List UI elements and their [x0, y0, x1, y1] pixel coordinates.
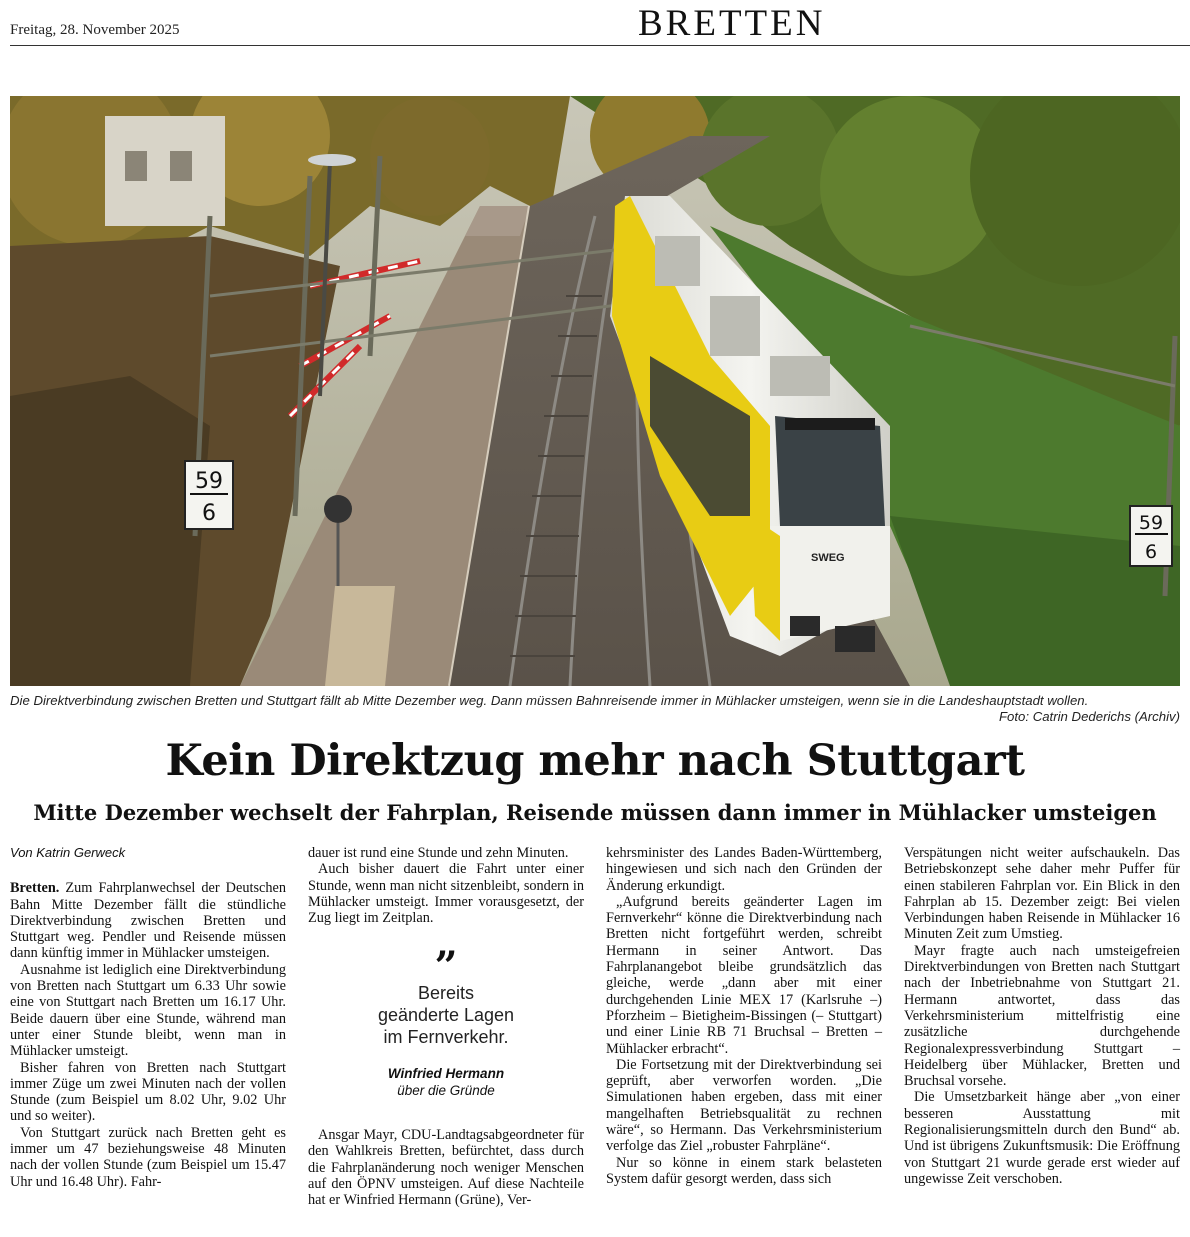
lead-paragraph-text: Zum Fahrplanwechsel der Deutschen Bahn Mitte Dezember fällt die stündliche Direktverbindung zwischen Bretten und Stuttgart weg. Pendler und Reisende müssen dann künftig immer in Mühlacker umsteigen. — [10, 880, 286, 962]
article-column-3 — [606, 845, 882, 1187]
quote-line: geänderte Lagen — [377, 1005, 515, 1026]
sign-right-top-text: 59 — [1138, 512, 1164, 534]
article-column-2 — [308, 845, 584, 1209]
sign-right-bottom-text: 6 — [1144, 541, 1158, 563]
pull-quote — [308, 943, 584, 1099]
article-photo — [10, 96, 1180, 686]
quote-mark-icon: ” — [434, 943, 458, 991]
quote-text — [308, 982, 584, 1048]
dateline: Bretten. — [10, 880, 60, 897]
sign-left-top-text: 59 — [195, 469, 223, 494]
paragraph: Auch bisher dauert die Fahrt unter einer Stunde, wenn man nicht sitzenbleibt, sondern in Mühlacker umsteigt. Immer vorausgesetzt, der Zug liegt im Zeitplan. — [308, 861, 584, 927]
paragraph: Nur so könne in einem stark belasteten System dafür gesorgt werden, dass sich — [606, 1154, 882, 1187]
lead-paragraph — [10, 880, 286, 961]
paragraph: Ausnahme ist lediglich eine Direktverbindung von Bretten nach Stuttgart um 6.33 Uhr sowie eine von Stuttgart nach Bretten um 16.17 Uhr. Beide dauern über eine Stunde, während man unter einer Stunde bleibt, wenn man in Mühlacker umsteigt. — [10, 961, 286, 1060]
quote-line: im Fernverkehr. — [383, 1027, 509, 1048]
train-photo-illustration — [10, 96, 1180, 686]
paragraph: Die Fortsetzung mit der Direktverbindung sei geprüft, aber verworfen worden. „Die Simulationen haben ergeben, dass mit einer mangelhaften Betriebsqualität zu rechnen wäre“, so Hermann. Das Verkehrsministerium verfolge das Ziel „robuster Fahrpläne“. — [606, 1056, 882, 1155]
paragraph: „Aufgrund bereits geänderter Lagen im Fernverkehr“ könne die Direktverbindung nach Bretten nicht fortgeführt werden, schreibt Hermann in seiner Antwort. Das Fahrplanangebot bleibe grundsätzlich das gleiche, werde „dann aber mit einer durchgehenden Linie MEX 17 (Karlsruhe –) Pforzheim – Bietigheim-Bissingen (– Stuttgart) und einer Linie RB 71 Bruchsal – Bretten – Mühlacker erbracht“. — [606, 893, 882, 1057]
quote-author-role: über die Gründe — [397, 1082, 495, 1098]
article-subheadline: Mitte Dezember wechselt der Fahrplan, Reisende müssen dann immer in Mühlacker umsteigen — [33, 800, 1157, 825]
photo-caption: Die Direktverbindung zwischen Bretten und Stuttgart fällt ab Mitte Dezember weg. Dann müssen Bahnreisende immer in Mühlacker umsteigen, wenn sie in die Landeshauptstadt wollen. — [10, 693, 1089, 708]
quote-line: Bereits — [417, 983, 475, 1004]
byline: Von Katrin Gerweck — [10, 845, 126, 860]
paragraph: Von Stuttgart zurück nach Bretten geht es immer um 47 beziehungsweise 48 Minuten nach der vollen Stunde (zum Beispiel um 15.47 Uhr und 16.48 Uhr). Fahr- — [10, 1124, 286, 1190]
train-brand-label: SWEG — [811, 552, 845, 564]
paragraph: Die Umsetzbarkeit hänge aber „von einer besseren Ausstattung mit Regionalisierungsmitteln durch den Bund“ ab. Und ist übrigens Zukunftsmusik: Die Eröffnung von Stuttgart 21 wurde gerade erst wieder auf ungewisse Zeit verschoben. — [904, 1089, 1180, 1187]
page-header — [0, 0, 1190, 48]
header-divider — [10, 45, 1190, 46]
quote-author: Winfried Hermann — [387, 1066, 505, 1082]
paragraph: Verspätungen nicht weiter aufschaukeln. Das Betriebskonzept sehe daher mehr Puffer für einen stabileren Fahrplan vor. Ein Blick in den Fahrplan ab 15. Dezember zeigt: Bei vielen Verbindungen haben Reisende in Mühlacker 16 Minuten Zeit zum Umstieg. — [904, 845, 1180, 943]
section-title: BRETTEN — [638, 3, 826, 44]
article-column-1 — [10, 845, 286, 1190]
sign-left-bottom-text: 6 — [202, 501, 216, 526]
article-column-4 — [904, 845, 1180, 1187]
paragraph: Mayr fragte auch nach umsteigefreien Direktverbindungen von Bretten nach Stuttgart nach der Inbetriebnahme von Stuttgart 21. Hermann antwortet, dass das Verkehrsministerium mittelfristig eine zusätzliche durchgehende Regionalexpressverbindung Stuttgart – Heidelberg über Mühlacker, Bretten und Bruchsal vorsehe. — [904, 942, 1180, 1090]
paragraph: dauer ist rund eine Stunde und zehn Minuten. — [308, 845, 569, 861]
issue-date: Freitag, 28. November 2025 — [10, 22, 180, 38]
paragraph: Bisher fahren von Bretten nach Stuttgart immer Züge um zwei Minuten nach der vollen Stunde (zum Beispiel um 8.02 Uhr, 9.02 Uhr und so weiter). — [10, 1059, 286, 1125]
paragraph: kehrsminister des Landes Baden-Württemberg, hingewiesen und sich nach den Gründen der Änderung erkundigt. — [606, 845, 882, 894]
article-headline: Kein Direktzug mehr nach Stuttgart — [165, 736, 1025, 786]
photo-credit: Foto: Catrin Dederichs (Archiv) — [998, 709, 1180, 724]
paragraph: Ansgar Mayr, CDU-Landtagsabgeordneter für den Wahlkreis Bretten, befürchtet, dass durch die Fahrplanänderung noch weniger Menschen auf den ÖPNV umsteigen. Auf diese Nachteile hat er Winfried Hermann (Grüne), Ver- — [308, 1127, 584, 1209]
